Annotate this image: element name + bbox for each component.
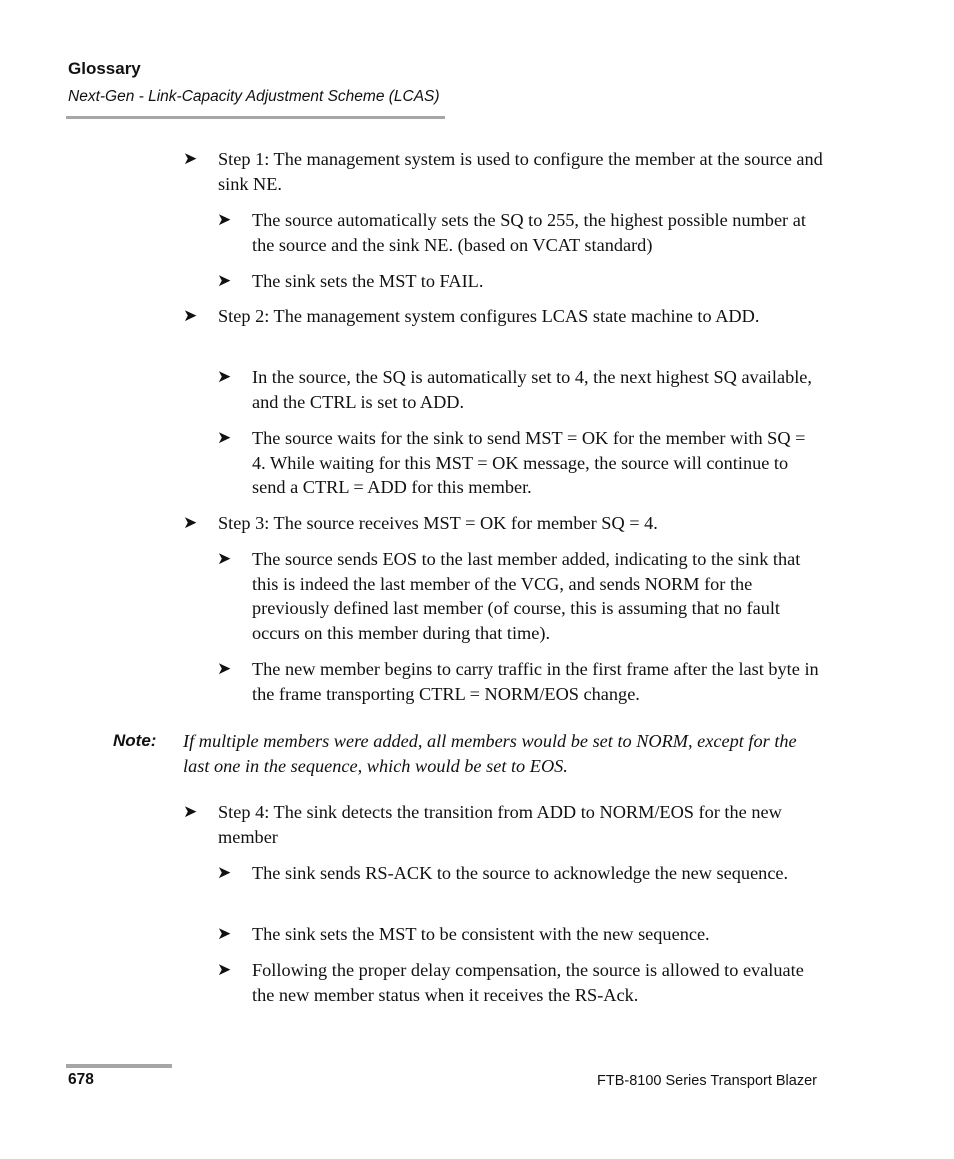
sub-item <box>217 208 823 257</box>
arrow-bullet-icon: ➤ <box>217 549 232 569</box>
sub-item <box>217 657 823 706</box>
arrow-bullet-icon: ➤ <box>217 659 232 679</box>
step-text: Step 4: The sink detects the transition from ADD to NORM/EOS for the new member <box>218 802 782 847</box>
arrow-bullet-icon: ➤ <box>217 271 232 291</box>
step-item <box>183 304 823 329</box>
arrow-bullet-icon: ➤ <box>217 960 232 980</box>
sub-item <box>217 922 823 947</box>
sub-item-text: In the source, the SQ is automatically set to 4, the next highest SQ available, and the CTRL is set to ADD. <box>252 367 812 412</box>
footer-product-name: FTB-8100 Series Transport Blazer <box>596 1073 817 1089</box>
sub-item-text: The source waits for the sink to send MST = OK for the member with SQ = 4. While waiting for this MST = OK message, the source will continue to send a CTRL = ADD for this member. <box>252 428 806 498</box>
sub-item-text: The source automatically sets the SQ to 255, the highest possible number at the source and the sink NE. (based on VCAT standard) <box>252 210 806 255</box>
sub-item <box>217 958 823 1007</box>
sub-item <box>217 365 823 414</box>
arrow-bullet-icon: ➤ <box>183 802 198 822</box>
step-item <box>183 800 823 849</box>
header-subtitle: Next-Gen - Link-Capacity Adjustment Scheme (LCAS) <box>68 88 440 105</box>
note-text: If multiple members were added, all members would be set to NORM, except for the last one in the sequence, which would be set to EOS. <box>183 731 797 776</box>
header-divider <box>66 116 445 119</box>
arrow-bullet-icon: ➤ <box>217 863 232 883</box>
sub-item-text: The sink sets the MST to be consistent with the new sequence. <box>252 924 710 944</box>
note-block <box>113 729 823 778</box>
sub-item <box>217 547 823 645</box>
arrow-bullet-icon: ➤ <box>217 428 232 448</box>
sub-item-text: The sink sets the MST to FAIL. <box>252 271 484 291</box>
step-text: Step 2: The management system configures LCAS state machine to ADD. <box>218 306 760 326</box>
arrow-bullet-icon: ➤ <box>183 513 198 533</box>
footer-divider <box>66 1064 172 1068</box>
arrow-bullet-icon: ➤ <box>183 149 198 169</box>
sub-item-text: The sink sends RS-ACK to the source to acknowledge the new sequence. <box>252 863 789 883</box>
step-text: Step 3: The source receives MST = OK for member SQ = 4. <box>218 513 658 533</box>
header-title: Glossary <box>68 59 141 78</box>
sub-item-text: The source sends EOS to the last member added, indicating to the sink that this is indeed the last member of the VCG, and sends NORM for the previously defined last member (of course, this is assuming that no fault occurs on this member during that time). <box>252 549 801 643</box>
sub-item-text: The new member begins to carry traffic in the first frame after the last byte in the frame transporting CTRL = NORM/EOS change. <box>252 659 819 704</box>
sub-item <box>217 269 823 294</box>
arrow-bullet-icon: ➤ <box>183 306 198 326</box>
page-number: 678 <box>68 1071 94 1088</box>
arrow-bullet-icon: ➤ <box>217 210 232 230</box>
sub-item <box>217 426 823 500</box>
arrow-bullet-icon: ➤ <box>217 924 232 944</box>
sub-item <box>217 861 823 886</box>
step-item <box>183 511 823 536</box>
arrow-bullet-icon: ➤ <box>217 367 232 387</box>
step-item <box>183 147 823 196</box>
step-text: Step 1: The management system is used to configure the member at the source and sink NE. <box>218 149 823 194</box>
note-label: Note: <box>113 731 157 750</box>
sub-item-text: Following the proper delay compensation, the source is allowed to evaluate the new member status when it receives the RS-Ack. <box>252 960 804 1005</box>
